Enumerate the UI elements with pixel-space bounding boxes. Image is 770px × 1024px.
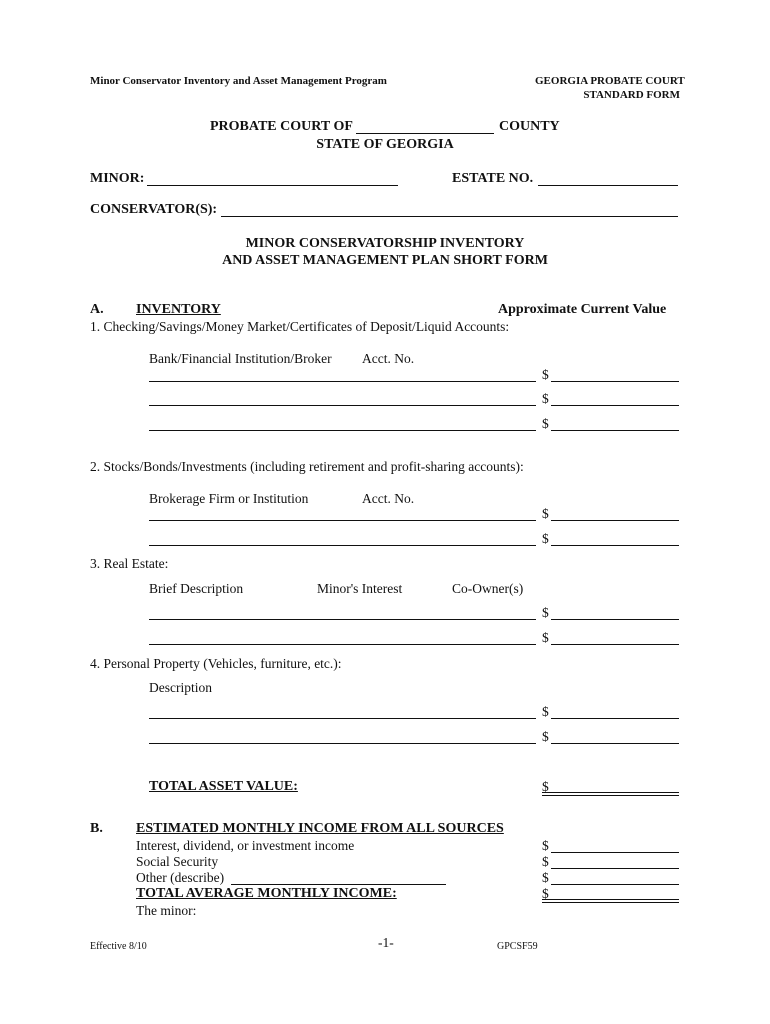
item3-row1-line[interactable] [149,619,536,620]
income-row-investment: Interest, dividend, or investment income [136,838,355,853]
item4-row1-value-line[interactable] [551,718,679,719]
income-social-security-value-line[interactable] [551,868,679,869]
section-b-heading: ESTIMATED MONTHLY INCOME FROM ALL SOURCES [136,821,504,836]
item3-row2-value-line[interactable] [551,644,679,645]
item4-row2-value-line[interactable] [551,743,679,744]
item2-label: 2. Stocks/Bonds/Investments (including retirement and profit-sharing accounts): [90,459,524,474]
item2-row1-line[interactable] [149,520,536,521]
total-asset-value-line[interactable] [542,792,679,796]
header-court-name: GEORGIA PROBATE COURT [535,75,685,87]
income-other-value-line[interactable] [551,884,679,885]
dollar-sign: $ [542,506,549,521]
dollar-sign: $ [542,838,549,853]
dollar-sign: $ [542,531,549,546]
item3-col-co-owners: Co-Owner(s) [452,581,524,596]
total-monthly-income-label: TOTAL AVERAGE MONTHLY INCOME: [136,886,397,901]
minor-field-line[interactable] [147,185,398,186]
form-title-line2: AND ASSET MANAGEMENT PLAN SHORT FORM [222,253,548,268]
item3-row2-line[interactable] [149,644,536,645]
item3-row1-value-line[interactable] [551,619,679,620]
minor-label: MINOR: [90,171,145,186]
item1-row2-line[interactable] [149,405,536,406]
item1-col-institution: Bank/Financial Institution/Broker [149,351,332,366]
dollar-sign: $ [542,704,549,719]
item3-col-minors-interest: Minor's Interest [317,581,403,596]
dollar-sign: $ [542,886,549,901]
the-minor-label: The minor: [136,903,197,918]
dollar-sign: $ [542,416,549,431]
dollar-sign: $ [542,854,549,869]
item1-row3-line[interactable] [149,430,536,431]
total-monthly-income-line[interactable] [542,899,679,903]
income-investment-value-line[interactable] [551,852,679,853]
header-standard-form: STANDARD FORM [583,89,680,101]
court-prefix: PROBATE COURT OF [210,119,353,134]
section-b-letter: B. [90,821,103,836]
court-suffix: COUNTY [499,119,560,134]
dollar-sign: $ [542,605,549,620]
header-program-title: Minor Conservator Inventory and Asset Management Program [90,75,387,87]
item1-label: 1. Checking/Savings/Money Market/Certificates of Deposit/Liquid Accounts: [90,319,510,334]
income-row-social-security: Social Security [136,854,219,869]
county-field-line[interactable] [356,133,494,134]
conservators-field-line[interactable] [221,216,678,217]
dollar-sign: $ [542,367,549,382]
state-name: STATE OF GEORGIA [316,137,454,152]
dollar-sign: $ [542,391,549,406]
conservators-label: CONSERVATOR(S): [90,202,218,217]
section-a-letter: A. [90,302,104,317]
section-a-heading: INVENTORY [136,302,221,317]
item1-row1-value-line[interactable] [551,381,679,382]
item4-row2-line[interactable] [149,743,536,744]
income-other-describe-line[interactable] [231,884,446,885]
item1-row3-value-line[interactable] [551,430,679,431]
total-asset-value-label: TOTAL ASSET VALUE: [149,779,298,794]
dollar-sign: $ [542,729,549,744]
estate-no-label: ESTATE NO. [452,171,534,186]
item2-row2-value-line[interactable] [551,545,679,546]
item1-col-acct: Acct. No. [362,351,415,366]
item4-label: 4. Personal Property (Vehicles, furniture, etc.): [90,656,342,671]
item1-row1-line[interactable] [149,381,536,382]
item2-col-acct: Acct. No. [362,491,415,506]
estate-no-field-line[interactable] [538,185,678,186]
dollar-sign: $ [542,870,549,885]
item2-row1-value-line[interactable] [551,520,679,521]
item2-row2-line[interactable] [149,545,536,546]
item2-col-firm: Brokerage Firm or Institution [149,491,309,506]
item1-row2-value-line[interactable] [551,405,679,406]
item4-col-description: Description [149,680,212,695]
item3-label: 3. Real Estate: [90,556,169,571]
item4-row1-line[interactable] [149,718,536,719]
dollar-sign: $ [542,779,549,794]
dollar-sign: $ [542,630,549,645]
item3-col-description: Brief Description [149,581,244,596]
income-row-other: Other (describe) [136,870,225,885]
form-title-line1: MINOR CONSERVATORSHIP INVENTORY [245,236,525,251]
footer-page-number: -1- [378,935,394,950]
value-column-heading: Approximate Current Value [498,302,667,317]
footer-effective-date: Effective 8/10 [90,941,147,952]
footer-form-code: GPCSF59 [497,941,538,952]
